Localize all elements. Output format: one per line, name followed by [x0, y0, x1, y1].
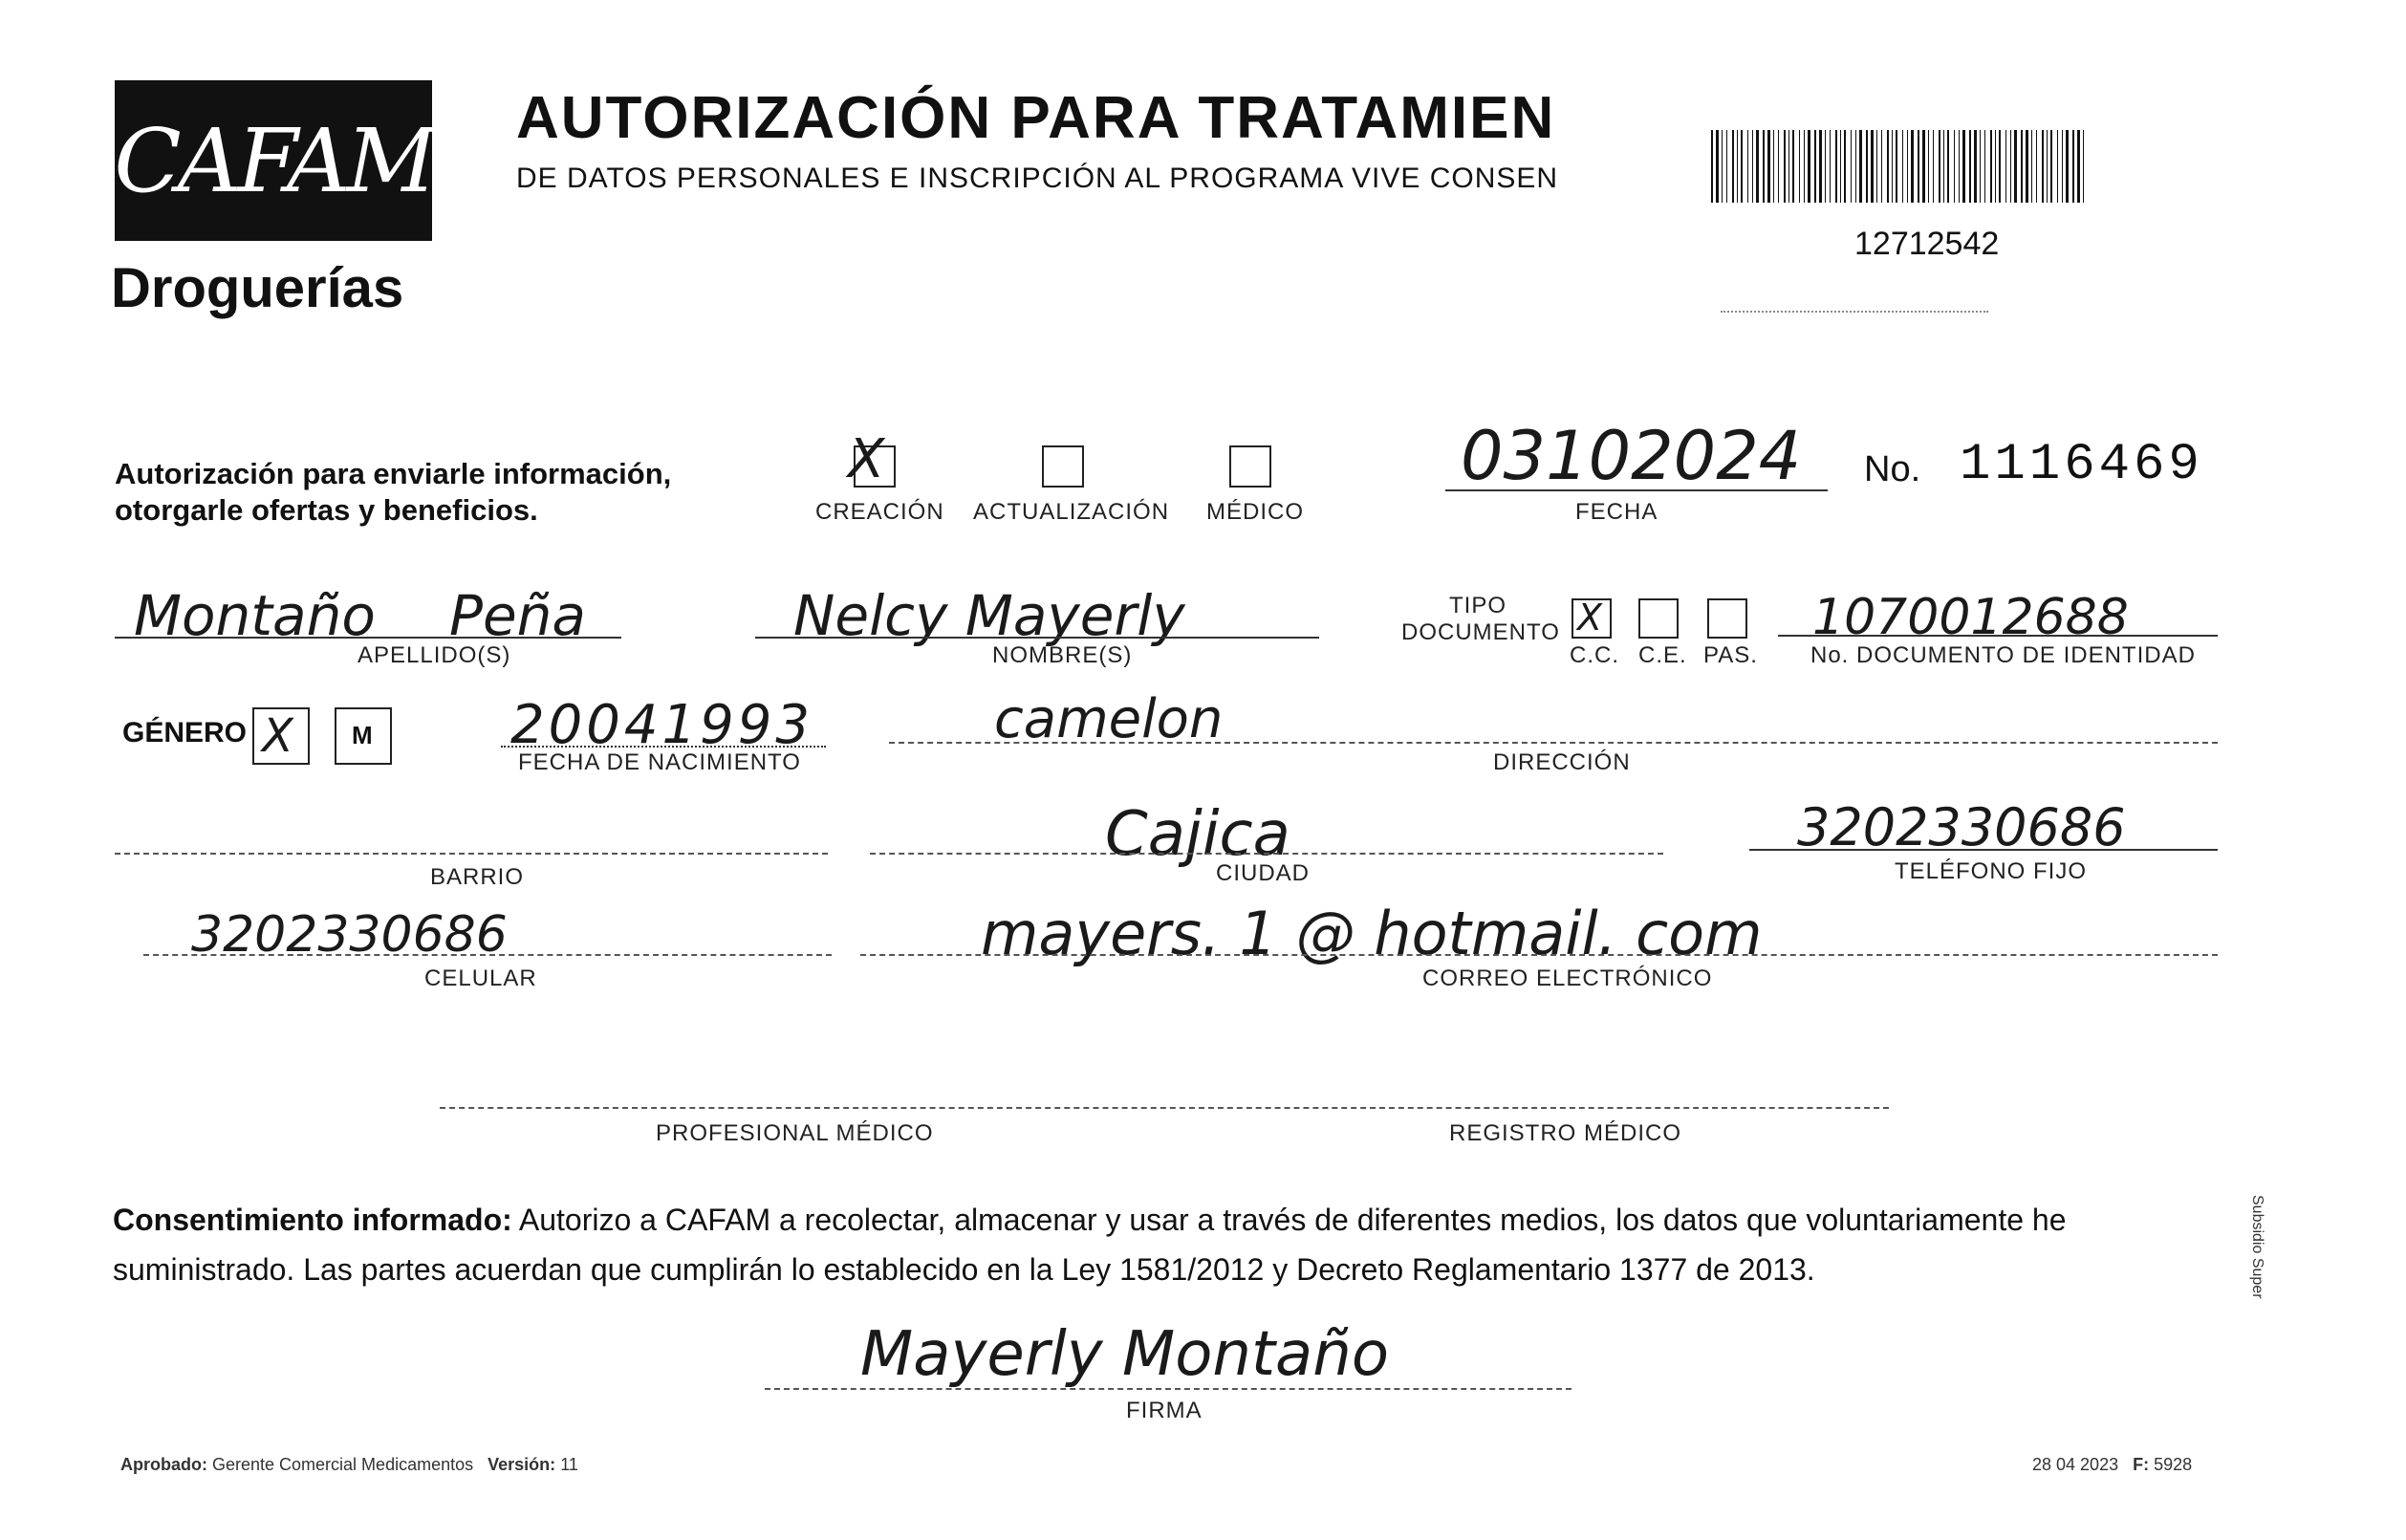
footer-approved: [120, 1455, 578, 1475]
footer-date-value: 28 04 2023: [2032, 1455, 2119, 1474]
genero-f-checkbox[interactable]: [252, 707, 310, 765]
ciudad-label: CIUDAD: [1216, 860, 1311, 886]
f-value: 5928: [2154, 1455, 2193, 1474]
barcode-underline: [1721, 311, 1988, 313]
telefono-label: TELÉFONO FIJO: [1895, 858, 2088, 884]
pas-label: PAS.: [1703, 642, 1758, 668]
direccion-line: [889, 742, 2218, 744]
barrio-line: [115, 853, 828, 855]
signature-value: Mayerly Montaño: [860, 1319, 1389, 1390]
correo-line: [860, 954, 2218, 956]
barrio-label: BARRIO: [430, 864, 525, 890]
no-value: 1116469: [1960, 436, 2203, 494]
form-title: AUTORIZACIÓN PARA TRATAMIEN: [516, 85, 1556, 151]
pas-checkbox[interactable]: [1707, 598, 1747, 639]
logo-text: CAFAM: [114, 109, 433, 212]
form-subtitle: DE DATOS PERSONALES E INSCRIPCIÓN AL PROGRAMA VIVE CONSEN: [516, 163, 1559, 194]
ciudad-value: Cajica: [1105, 799, 1290, 870]
aprobado-label: Aprobado:: [120, 1455, 207, 1474]
doc-number-value: 1070012688: [1812, 589, 2129, 646]
barcode-number: 12712542: [1854, 226, 2000, 262]
creacion-label: CREACIÓN: [815, 499, 944, 525]
ciudad-line: [870, 853, 1663, 855]
authorization-text-1: Autorización para enviarle información,: [115, 457, 672, 490]
f-label: F:: [2133, 1455, 2150, 1474]
medico-label: MÉDICO: [1206, 499, 1304, 525]
actualizacion-checkbox[interactable]: [1042, 445, 1084, 488]
authorization-text-2: otorgarle ofertas y beneficios.: [115, 493, 538, 527]
telefono-value: 3202330686: [1797, 797, 2126, 857]
cc-mark: X: [1577, 596, 1603, 639]
profesional-line: [440, 1107, 1204, 1109]
side-text: Subsidio Super: [2249, 1195, 2265, 1299]
signature-line: [765, 1388, 1571, 1390]
birth-value: 20041993: [510, 694, 814, 756]
celular-line: [143, 954, 832, 956]
consent-bold: Consentimiento informado:: [113, 1203, 512, 1237]
direccion-value: camelon: [994, 688, 1224, 750]
fecha-label: FECHA: [1575, 499, 1658, 525]
nombres-line: [755, 637, 1319, 639]
correo-label: CORREO ELECTRÓNICO: [1422, 965, 1713, 991]
ce-label: C.E.: [1638, 642, 1687, 668]
creacion-checkbox[interactable]: [848, 428, 896, 490]
apellidos-label: APELLIDO(S): [358, 642, 511, 668]
apellido-1-value: Montaño: [134, 583, 376, 648]
profesional-label: PROFESIONAL MÉDICO: [656, 1120, 934, 1146]
celular-value: 3202330686: [191, 906, 508, 964]
nombres-value: Nelcy Mayerly: [793, 583, 1185, 648]
barcode: [1711, 130, 2088, 203]
fecha-value: 03102024: [1461, 417, 1802, 495]
registro-line: [1208, 1107, 1889, 1109]
creacion-mark: X: [848, 428, 885, 490]
consent-text: Autorizo a CAFAM a recolectar, almacenar y usar a través de diferentes medios, los datos que voluntariamente he suministrado. Las partes acuerdan que cumplirán lo establecido en la Ley 1581/2012 y Decreto Reglamentario 1377 de 2013.: [113, 1203, 2067, 1287]
genero-m-label: M: [352, 721, 373, 749]
documento-label: DOCUMENTO: [1401, 619, 1560, 645]
birth-label: FECHA DE NACIMIENTO: [518, 749, 801, 775]
direccion-label: DIRECCIÓN: [1493, 749, 1631, 775]
doc-number-label: No. DOCUMENTO DE IDENTIDAD: [1810, 642, 2196, 668]
aprobado-value: Gerente Comercial Medicamentos: [212, 1455, 474, 1474]
genero-label: GÉNERO: [122, 717, 248, 748]
version-value: 11: [560, 1455, 578, 1474]
apellido-2-value: Peña: [449, 583, 586, 648]
genero-f-mark: X: [262, 709, 293, 763]
signature-label: FIRMA: [1126, 1398, 1203, 1423]
footer-date: [2032, 1455, 2192, 1475]
medico-checkbox[interactable]: [1229, 445, 1271, 488]
doc-number-line: [1778, 635, 2218, 637]
tipo-label: TIPO: [1449, 593, 1507, 618]
telefono-line: [1749, 849, 2218, 851]
actualizacion-label: ACTUALIZACIÓN: [973, 499, 1170, 525]
registro-label: REGISTRO MÉDICO: [1449, 1120, 1682, 1146]
ce-checkbox[interactable]: [1638, 598, 1679, 639]
no-label: No.: [1864, 449, 1921, 489]
brand-subtitle: Droguerías: [111, 257, 404, 319]
cafam-logo: [115, 80, 432, 241]
celular-label: CELULAR: [424, 965, 537, 991]
nombres-label: NOMBRE(S): [992, 642, 1133, 668]
fecha-line: [1445, 489, 1828, 491]
version-label: Versión:: [488, 1455, 556, 1474]
cc-checkbox[interactable]: [1571, 598, 1612, 639]
correo-value: mayers. 1 @ hotmail. com: [981, 899, 1763, 968]
consent-paragraph: [113, 1195, 2235, 1294]
apellidos-line: [115, 637, 621, 639]
cc-label: C.C.: [1570, 642, 1619, 668]
birth-line: [501, 746, 826, 748]
genero-m-checkbox[interactable]: [335, 707, 392, 765]
